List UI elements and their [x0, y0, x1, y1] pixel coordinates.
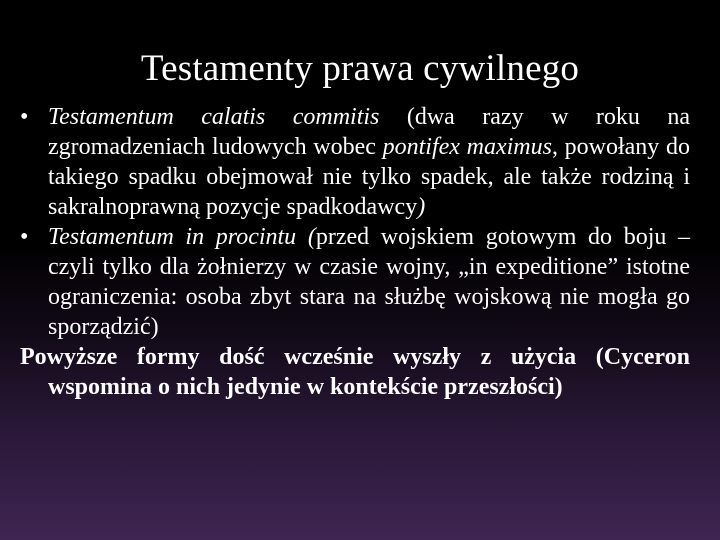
- slide-content: [20, 102, 690, 402]
- closing-paren: ): [417, 194, 426, 220]
- slide-title: Testamenty prawa cywilnego: [140, 48, 580, 89]
- bullet-marker: •: [20, 104, 29, 130]
- term-pontifex-maximus: pontifex maximus: [382, 134, 552, 160]
- summary-paragraph: Powyższe formy dość wcześnie wyszły z użycia (Cyceron wspomina o nich jedynie w kontekście przeszłości): [20, 344, 690, 400]
- bullet-text: (dwa razy w roku na zgromadzeniach ludowych wobec: [48, 104, 690, 160]
- bullet-text: , powołany do takiego spadku obejmował nie tylko spadek, ale także rodziną i sakralnoprawną pozycje spadkodawcy: [48, 134, 690, 220]
- bullet-marker: •: [20, 224, 29, 250]
- term-testamentum-in-procintu: Testamentum in procintu (: [48, 224, 316, 250]
- bullet-item-calatis-comitiis: [20, 102, 690, 222]
- term-testamentum-calatis: Testamentum calatis commitis: [48, 104, 380, 130]
- bullet-item-in-procinctu: [20, 222, 690, 342]
- bullet-text: przed wojskiem gotowym do boju –czyli tylko dla żołnierzy w czasie wojny, „in expeditione” istotne ograniczenia: osoba zbyt stara na służbę wojskową nie mogła go sporządzić): [48, 224, 691, 340]
